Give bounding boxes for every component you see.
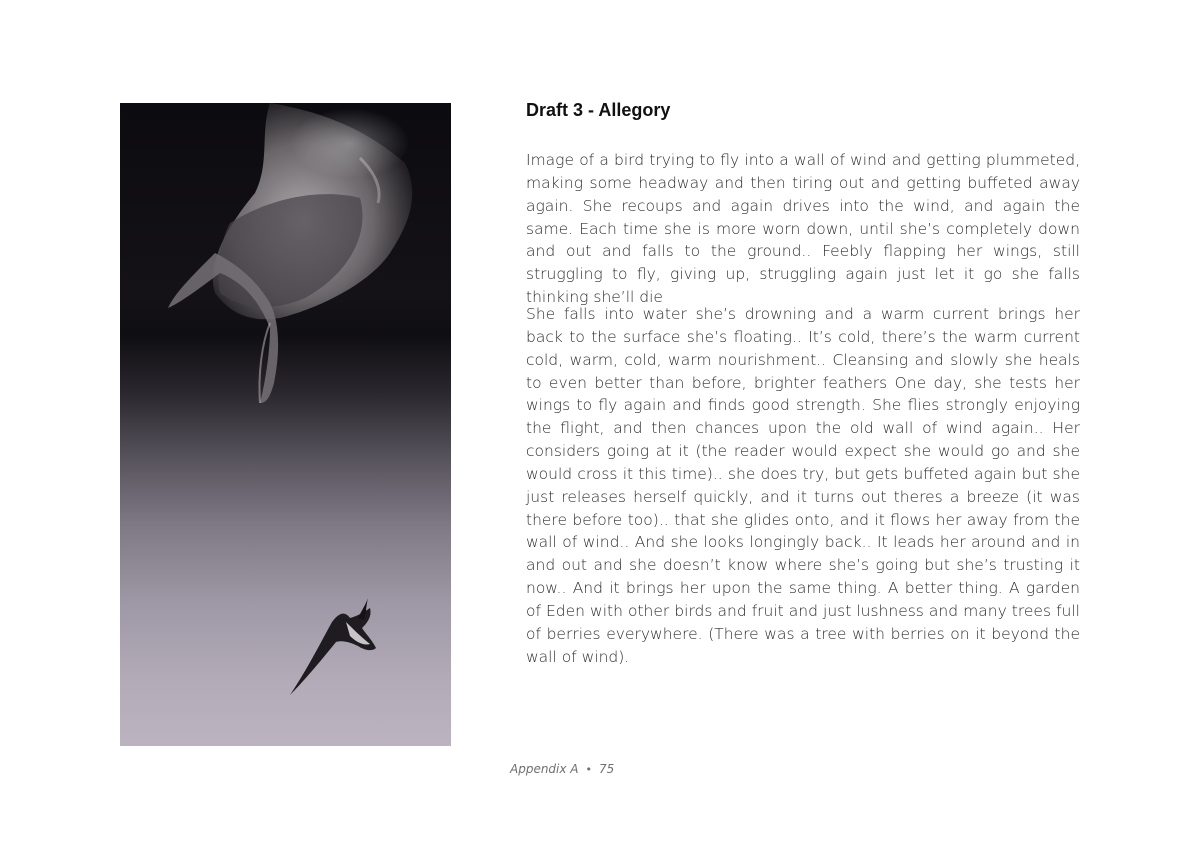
page-title: Draft 3 - Allegory	[526, 100, 671, 120]
footer-section: Appendix A	[510, 762, 579, 776]
page-number: 75	[599, 762, 615, 776]
footer-separator: •	[585, 763, 593, 776]
underwater-figure	[168, 103, 412, 403]
paragraph-1: Image of a bird trying to fly into a wall of wind and getting plummeted, making some headway and then tiring out and getting buffeted away again. She recoups and again drives into the wind, and again the same. Each time she is more worn down, until she’s completely down and out and falls to the ground.. Feebly flapping her wings, still struggling to fly, giving up, struggling again just let it go she falls thinking she’ll die	[526, 151, 1080, 307]
paragraph-2: She falls into water she’s drowning and a warm current brings her back to the surface she’s floating.. It’s cold, there’s the warm current cold, warm, cold, warm nourishment.. Cleansing and slowly she heals to even better than before, brighter feathers One day, she tests her wings to fly again and finds good strength. She flies strongly enjoying the flight, and then chances upon the old wall of wind again.. Her considers going at it (the reader would expect she would go and she would cross it this time).. she does try, but gets buffeted again but she just releases herself quickly, and it turns out theres a breeze (it was there before too).. that she glides onto, and it flows her away from the wall of wind.. And she looks longingly back.. It leads her around and in and out and she doesn’t know where she’s going but she’s trusting it now.. And it brings her upon the same thing. A better thing. A garden of Eden with other birds and fruit and just lushness and many trees full of berries everywhere. (There was a tree with berries on it beyond the wall of wind).	[526, 305, 1080, 666]
photo-figure-and-seagull	[120, 103, 451, 746]
page-footer	[510, 762, 614, 776]
photo-illustration	[120, 103, 451, 746]
seagull	[290, 598, 376, 695]
